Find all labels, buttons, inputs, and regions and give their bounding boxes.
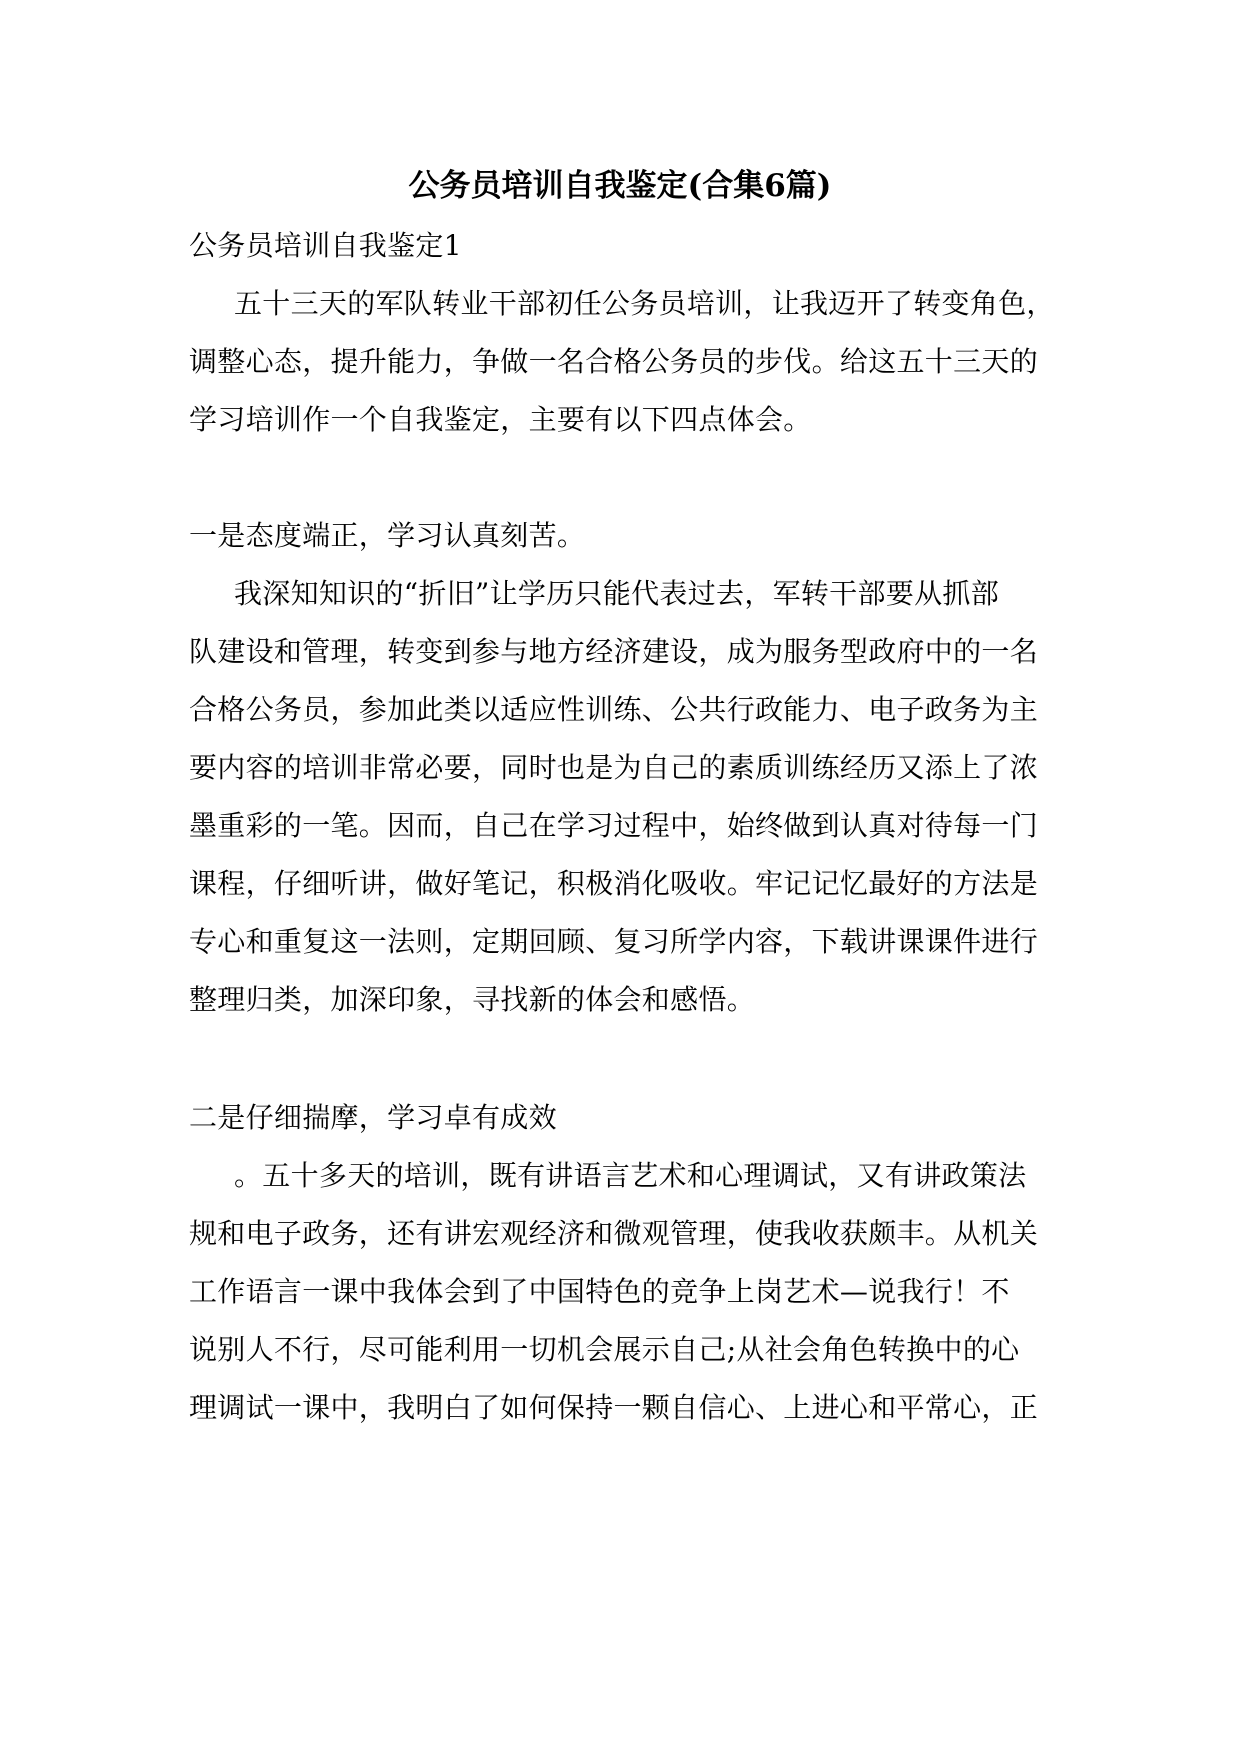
point2-paragraph — [189, 1147, 1051, 1437]
paragraph-line: 学习培训作一个自我鉴定，主要有以下四点体会。 — [189, 403, 812, 436]
paragraph-line: 要内容的培训非常必要，同时也是为自己的素质训练经历又添上了浓 — [189, 751, 1039, 784]
point2-heading: 二是仔细揣摩，学习卓有成效 — [189, 1101, 557, 1134]
point1-paragraph — [189, 565, 1051, 1029]
paragraph-line: 。五十多天的培训，既有讲语言艺术和心理调试，又有讲政策法 — [234, 1159, 1027, 1192]
document-body — [189, 155, 1055, 1437]
section-heading: 公务员培训自我鉴定1 — [189, 229, 462, 262]
intro-paragraph — [189, 275, 1055, 449]
paragraph-line: 工作语言一课中我体会到了中国特色的竞争上岗艺术—说我行！不 — [189, 1275, 1010, 1308]
paragraph-line: 五十三天的军队转业干部初任公务员培训，让我迈开了转变角色， — [234, 287, 1055, 320]
blank-line — [189, 1029, 1051, 1087]
paragraph-line: 理调试一课中，我明白了如何保持一颗自信心、上进心和平常心，正 — [189, 1391, 1039, 1424]
blank-line — [189, 449, 1051, 507]
paragraph-line: 整理归类，加深印象，寻找新的体会和感悟。 — [189, 983, 756, 1016]
document-title: 公务员培训自我鉴定(合集6篇) — [408, 168, 832, 204]
paragraph-line: 说别人不行，尽可能利用一切机会展示自己;从社会角色转换中的心 — [189, 1333, 1020, 1366]
paragraph-line: 队建设和管理，转变到参与地方经济建设，成为服务型政府中的一名 — [189, 635, 1039, 668]
paragraph-line: 合格公务员，参加此类以适应性训练、公共行政能力、电子政务为主 — [189, 693, 1039, 726]
paragraph-line: 规和电子政务，还有讲宏观经济和微观管理，使我收获颇丰。从机关 — [189, 1217, 1039, 1250]
paragraph-line: 课程，仔细听讲，做好笔记，积极消化吸收。牢记记忆最好的方法是 — [189, 867, 1039, 900]
paragraph-line: 墨重彩的一笔。因而，自己在学习过程中，始终做到认真对待每一门 — [189, 809, 1039, 842]
paragraph-line: 专心和重复这一法则，定期回顾、复习所学内容，下载讲课课件进行 — [189, 925, 1039, 958]
paragraph-line: 调整心态，提升能力，争做一名合格公务员的步伐。给这五十三天的 — [189, 345, 1039, 378]
point1-heading: 一是态度端正，学习认真刻苦。 — [189, 519, 586, 552]
paragraph-line: 我深知知识的“折旧”让学历只能代表过去，军转干部要从抓部 — [234, 577, 1000, 610]
